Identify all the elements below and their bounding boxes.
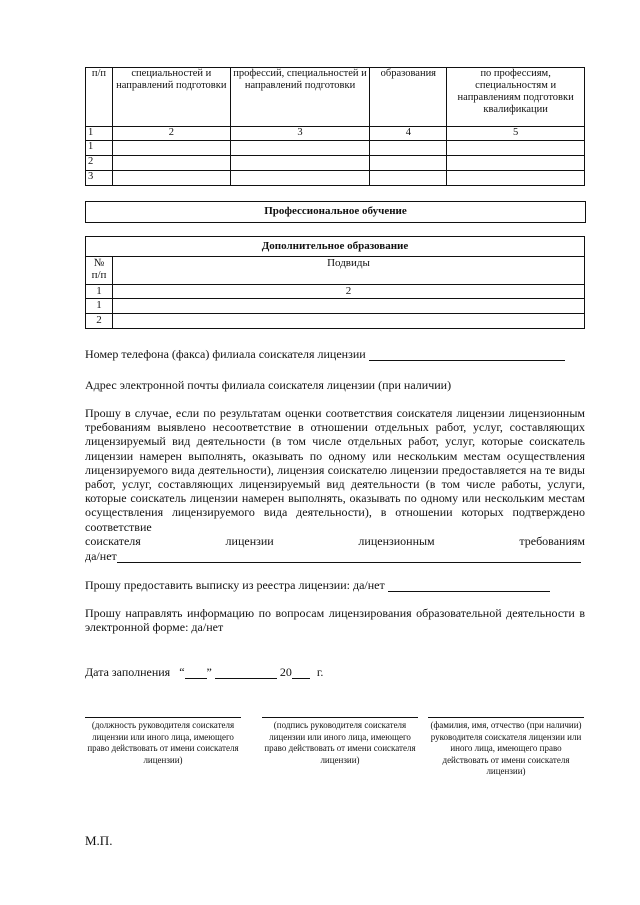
date-year-field[interactable] bbox=[292, 664, 310, 679]
extract-label: Прошу предоставить выписку из реестра лицензии: да/нет bbox=[85, 578, 385, 592]
date-quote-open: “ bbox=[179, 665, 185, 679]
phone-line bbox=[85, 346, 585, 361]
table1-row bbox=[86, 141, 585, 156]
electronic-form-paragraph: Прошу направлять информацию по вопросам лицензирования образовательной деятельности в электронной форме: да/нет bbox=[85, 606, 585, 635]
table1-number-cell: 3 bbox=[230, 127, 370, 141]
table1-empty-cell[interactable] bbox=[370, 141, 447, 156]
table1-header-cell: п/п bbox=[86, 68, 113, 127]
table1-empty-cell[interactable] bbox=[112, 156, 230, 171]
table1-header-cell: специальностей и направлений подготовки bbox=[112, 68, 230, 127]
table1-number-cell: 5 bbox=[447, 127, 585, 141]
signature-name-caption: (фамилия, имя, отчество (при наличии) руководителя соискателя лицензии или иного лица, имеющего право действовать от имени соискателя лицензии) bbox=[428, 717, 584, 778]
date-label: Дата заполнения bbox=[85, 665, 171, 679]
additional-education-table bbox=[85, 236, 585, 329]
request-answer-field[interactable] bbox=[117, 548, 581, 563]
table2-col2-header: Подвиды bbox=[112, 257, 584, 285]
table1-empty-cell[interactable] bbox=[370, 156, 447, 171]
signature-sign-caption: (подпись руководителя соискателя лицензии или иного лица, имеющего право действовать от имени соискателя лицензии) bbox=[262, 717, 418, 766]
table1-row-number: 2 bbox=[86, 156, 113, 171]
table1-number-cell: 4 bbox=[370, 127, 447, 141]
table1-row-number: 1 bbox=[86, 141, 113, 156]
table2-row bbox=[86, 314, 585, 329]
request-yes-no: да/нет bbox=[85, 549, 117, 564]
request-word: соискателя bbox=[85, 533, 141, 548]
signature-position-caption: (должность руководителя соискателя лицензии или иного лица, имеющего право действовать от имени соискателя лицензии) bbox=[85, 717, 241, 766]
extract-answer-field[interactable] bbox=[388, 577, 550, 592]
table1-empty-cell[interactable] bbox=[230, 171, 370, 186]
table1-row bbox=[86, 156, 585, 171]
date-line bbox=[85, 664, 585, 679]
table1-header-cell: профессий, специальностей и направлений подготовки bbox=[230, 68, 370, 127]
stamp-place: М.П. bbox=[85, 833, 113, 848]
date-century: 20 bbox=[279, 665, 292, 679]
table1-empty-cell[interactable] bbox=[112, 171, 230, 186]
table2-number-cell: 1 bbox=[86, 285, 113, 299]
professional-training-heading: Профессиональное обучение bbox=[85, 201, 586, 223]
email-label: Адрес электронной почты филиала соискателя лицензии (при наличии) bbox=[85, 378, 452, 392]
request-yes-no-line bbox=[85, 548, 585, 563]
table1-row bbox=[86, 171, 585, 186]
table1-empty-cell[interactable] bbox=[447, 141, 585, 156]
table1-empty-cell[interactable] bbox=[447, 156, 585, 171]
date-month-field[interactable] bbox=[215, 664, 277, 679]
table1-number-cell: 2 bbox=[112, 127, 230, 141]
date-quote-close: ” bbox=[206, 665, 212, 679]
table2-number-cell: 2 bbox=[112, 285, 584, 299]
table2-row-number: 1 bbox=[86, 299, 113, 314]
table2-empty-cell[interactable] bbox=[112, 299, 584, 314]
table1-empty-cell[interactable] bbox=[447, 171, 585, 186]
date-day-field[interactable] bbox=[185, 664, 207, 679]
table2-empty-cell[interactable] bbox=[112, 314, 584, 329]
table1-header-cell: образования bbox=[370, 68, 447, 127]
request-word: лицензионным bbox=[358, 533, 435, 548]
education-levels-table bbox=[85, 67, 585, 186]
table1-empty-cell[interactable] bbox=[112, 141, 230, 156]
additional-education-title: Дополнительное образование bbox=[86, 237, 585, 257]
request-paragraph bbox=[85, 406, 585, 563]
date-year-suffix: г. bbox=[316, 665, 324, 679]
table2-row bbox=[86, 299, 585, 314]
table1-row-number: 3 bbox=[86, 171, 113, 186]
extract-line bbox=[85, 577, 585, 592]
request-last-line bbox=[85, 534, 585, 548]
table1-empty-cell[interactable] bbox=[230, 141, 370, 156]
table1-empty-cell[interactable] bbox=[230, 156, 370, 171]
request-text: Прошу в случае, если по результатам оценки соответствия соискателя лицензии лицензионным требованиям выявлено несоответствие в отношении отдельных работ, услуг, составляющих лицензируемый вид деятельности (в том числе отдельных работ, услуг, которые соискатель лицензии намерен выполнять, оказывать по одному или нескольким местам осуществления лицензируемого вида деятельности), лицензия соискателю лицензии предоставляется на те виды работ, услуг, составляющих лицензируемый вид деятельности (в том числе работы, услуги, которые соискатель лицензии намерен выполнять, оказывать по одному или нескольким местам осуществления лицензируемого вида деятельности), в отношении которых подтверждено соответствие bbox=[85, 406, 585, 534]
phone-field[interactable] bbox=[369, 346, 565, 361]
request-word: лицензии bbox=[225, 533, 274, 548]
table1-header-cell: по профессиям, специальностям и направлениям подготовки квалификации bbox=[447, 68, 585, 127]
table2-col1-header: № п/п bbox=[86, 257, 113, 285]
table1-number-cell: 1 bbox=[86, 127, 113, 141]
table1-number-row bbox=[86, 127, 585, 141]
table1-empty-cell[interactable] bbox=[370, 171, 447, 186]
table2-row-number: 2 bbox=[86, 314, 113, 329]
request-word: требованиям bbox=[519, 533, 585, 548]
phone-label: Номер телефона (факса) филиала соискателя лицензии bbox=[85, 347, 366, 361]
